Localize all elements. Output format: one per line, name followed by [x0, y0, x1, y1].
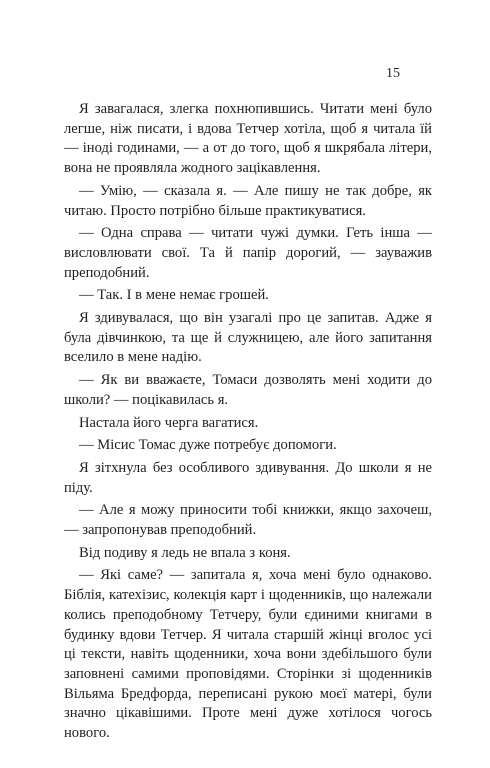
paragraph: — Умію, — сказала я. — Але пишу не так добре, як читаю. Просто потрібно більше практикуватися. [64, 182, 432, 219]
paragraph: Настала його черга вагатися. [79, 414, 259, 431]
page-number: 15 [386, 66, 400, 81]
paragraph: — Одна справа — читати чужі думки. Геть інша — висловлювати свої. Та й папір дорогий, — зауважив преподобний. [64, 225, 432, 281]
body-text [64, 100, 432, 747]
paragraph: — Які саме? — запитала я, хоча мені було однаково. Біблія, катехізис, колекція карт і щоденників, що належали колись преподобному Тетчеру, були єдиними книгами в будинку вдови Тетчер. Я читала старшій жінці вголос усі ці тексти, навіть щоденники, хоча вони здебільшого були заповнені самими проповідями. Сторінки зі щоденників Вільяма Бредфорда, переписані рукою моєї матері, були значно цікавішими. Проте мені дуже хотілося чогось нового. [64, 567, 432, 742]
paragraph: — Але я можу приносити тобі книжки, якщо захочеш, — запропонував преподобний. [64, 502, 432, 539]
paragraph: — Як ви вважаєте, Томаси дозволять мені ходити до школи? — поцікавилась я. [64, 372, 432, 408]
paragraph: Я зітхнула без особливого здивування. До школи я не піду. [64, 459, 432, 496]
paragraph: Я здивувалася, що він узагалі про це запитав. Адже я була дівчинкою, та ще й служницею, але його запитання вселило в мене надію. [64, 310, 432, 366]
paragraph: — Місис Томас дуже потребує допомоги. [79, 437, 337, 454]
paragraph: — Так. І в мене немає грошей. [79, 287, 269, 304]
paragraph: Від подиву я ледь не впала з коня. [79, 544, 291, 561]
paragraph: Я завагалася, злегка похнюпившись. Читати мені було легше, ніж писати, і вдова Тетчер хотіла, щоб я читала їй — іноді годинами, — а от до того, щоб я шкрябала літери, вона не проявляла жодного зацікавлення. [64, 101, 432, 177]
